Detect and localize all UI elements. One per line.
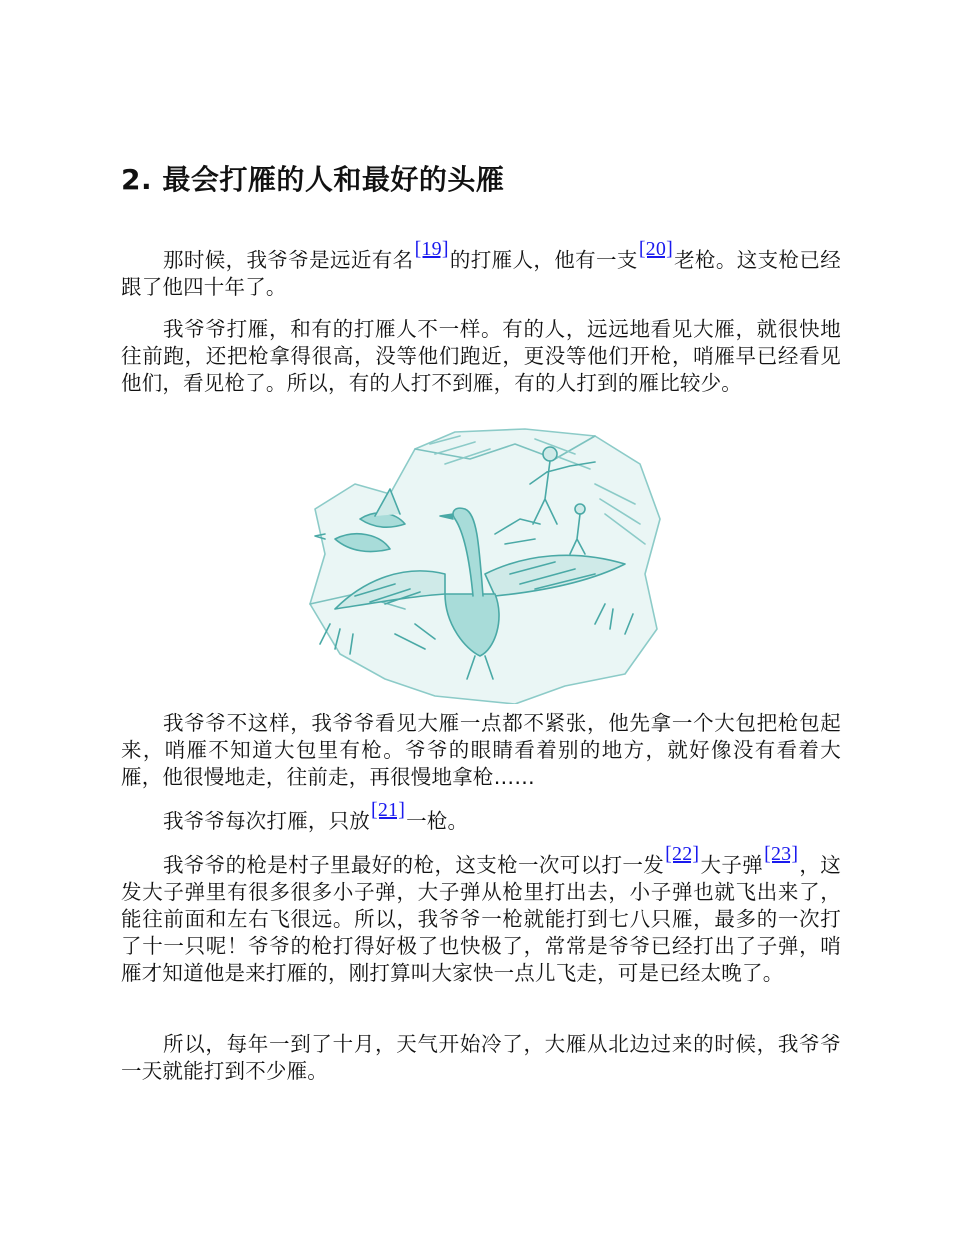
paragraph-1 xyxy=(121,238,841,301)
text-segment: 那时候，我爷爷是远近有名 xyxy=(163,248,414,272)
paragraph-6 xyxy=(121,1031,841,1085)
paragraph-2 xyxy=(121,316,841,397)
paragraph-4 xyxy=(121,799,841,835)
paragraph-3 xyxy=(121,710,841,791)
footnote-link-19[interactable]: [19] xyxy=(414,238,449,260)
text-segment: 大子弹 xyxy=(700,853,764,877)
goose-hunter-illustration xyxy=(295,424,665,704)
chapter-heading: 2. 最会打雁的人和最好的头雁 xyxy=(121,163,505,196)
paragraph-5 xyxy=(121,843,841,987)
text-segment: 所以，每年一到了十月，天气开始冷了，大雁从北边过来的时候，我爷爷一天就能打到不少雁。 xyxy=(121,1032,841,1083)
text-segment: 一枪。 xyxy=(406,809,469,833)
footnote-link-22[interactable]: [22] xyxy=(665,843,700,865)
text-segment: 我爷爷不这样，我爷爷看见大雁一点都不紧张，他先拿一个大包把枪包起来，哨雁不知道大包里有枪。爷爷的眼睛看着别的地方，就好像没有看着大雁，他很慢地走，往前走，再很慢地拿枪…… xyxy=(121,711,841,789)
text-segment: 我爷爷的枪是村子里最好的枪，这支枪一次可以打一发 xyxy=(163,853,665,877)
text-segment: 老枪。这支枪已经跟了他四十年了。 xyxy=(121,248,841,299)
text-segment: 我爷爷打雁，和有的打雁人不一样。有的人，远远地看见大雁，就很快地往前跑，还把枪拿得很高，没等他们跑近，更没等他们开枪，哨雁早已经看见他们，看见枪了。所以，有的人打不到雁，有的人打到的雁比较少。 xyxy=(121,317,841,395)
text-segment: 我爷爷每次打雁，只放 xyxy=(163,809,370,833)
text-segment: 的打雁人，他有一支 xyxy=(449,248,638,272)
footnote-link-21[interactable]: [21] xyxy=(371,799,406,821)
footnote-link-20[interactable]: [20] xyxy=(638,238,673,260)
footnote-link-23[interactable]: [23] xyxy=(764,843,799,865)
text-segment: ，这发大子弹里有很多很多小子弹，大子弹从枪里打出去，小子弹也就飞出来了，能往前面和左右飞很远。所以，我爷爷一枪就能打到七八只雁，最多的一次打了十一只呢！爷爷的枪打得好极了也快极了，常常是爷爷已经打出了子弹，哨雁才知道他是来打雁的，刚打算叫大家快一点儿飞走，可是已经太晚了。 xyxy=(121,853,841,985)
